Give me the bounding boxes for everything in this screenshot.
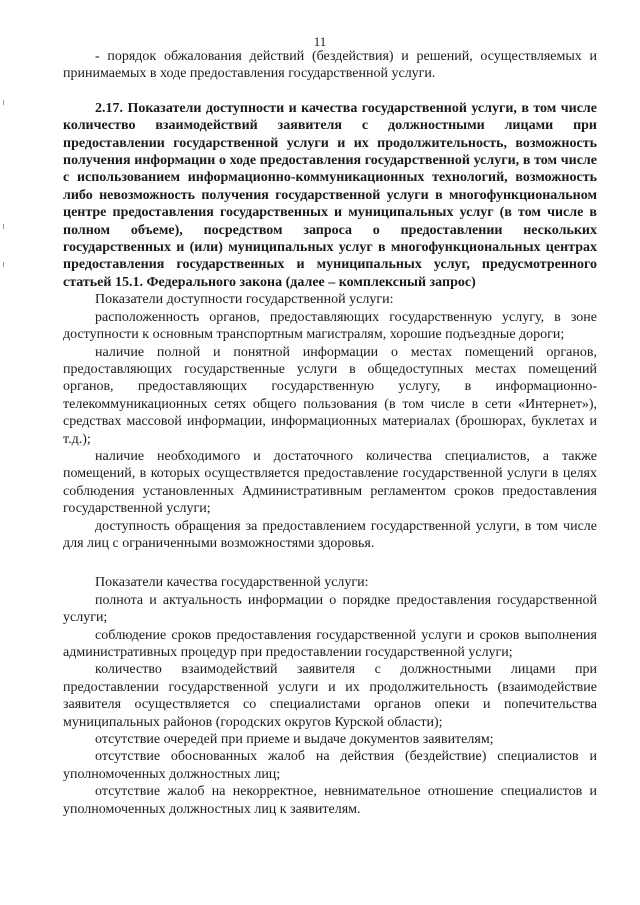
paragraph-no-complaints: отсутствие обоснованных жалоб на действия (бездействие) специалистов и уполномоченных должностных лиц; [63,749,597,782]
paragraph-specialists: наличие необходимого и достаточного количества специалистов, а также помещений, в которых осуществляется предоставление государственной услуги в целях соблюдения установленных Административным регламентом сроков предоставления государственной услуги; [63,448,597,517]
paragraph-location: расположенность органов, предоставляющих государственную услугу, в зоне доступности к основным транспортным магистралям, хорошие подъездные дороги; [63,309,597,343]
paragraph-accessibility-disabled: доступность обращения за предоставлением государственной услуги, в том числе для лиц с ограниченными возможностями здоровья. [63,518,597,551]
paragraph-no-queues: отсутствие очередей при приеме и выдаче документов заявителям; [95,732,494,748]
page-number: 11 [313,34,327,49]
paragraph-completeness: полнота и актуальность информации о порядке предоставления государственной услуги; [63,592,597,626]
margin-mark [3,100,4,105]
subheading-quality-indicators: Показатели качества государственной услуги: [95,575,369,591]
margin-mark [3,262,4,267]
section-heading-2-17: 2.17. Показатели доступности и качества государственной услуги, в том числе количество взаимодействий заявителя с должностными лицами при предоставлении государственной услуги и их продолжительность, возможность получения информации о ходе предоставления государственной услуги, в том числе с использованием информационно-коммуникационных технологий, возможность либо невозможность получения государственной услуги в многофункциональном центре предоставления государственных и муниципальных услуг (в том числе в полном объеме), посредством запроса о предоставлении нескольких государственных и (или) муниципальных услуг в многофункциональных центрах предоставления государственных и муниципальных услуг, предусмотренного статьей 15.1. Федерального закона (далее – комплексный запрос) [63,100,597,290]
paragraph-interactions: количество взаимодействий заявителя с должностными лицами при предоставлении государственной услуги и их продолжительность (взаимодействие заявителя осуществляется со специалистами органов опеки и попечительства муниципальных районов (городских округов Курской области); [63,662,597,730]
document-body [63,48,597,818]
paragraph-information-availability: наличие полной и понятной информации о местах помещений органов, предоставляющих государственные услуги в общедоступных местах помещений органов, предоставляющих государственную услугу, в информационно-телекоммуникационных сетях общего пользования (в том числе в сети «Интернет»), средствах массовой информации, информационных материалах (брошюрах, буклетах и т.д.); [63,344,597,447]
subheading-accessibility-indicators: Показатели доступности государственной услуги: [95,292,394,308]
paragraph-appeal-procedure: - порядок обжалования действий (бездействия) и решений, осуществляемых и принимаемых в ходе предоставления государственной услуги. [63,49,597,82]
paragraph-no-incorrect-attitude: отсутствие жалоб на некорректное, невнимательное отношение специалистов и уполномоченных должностных лиц к заявителям. [63,784,597,817]
margin-mark [3,224,4,229]
paragraph-deadlines: соблюдение сроков предоставления государственной услуги и сроков выполнения административных процедур при предоставлении государственной услуги; [63,627,597,660]
